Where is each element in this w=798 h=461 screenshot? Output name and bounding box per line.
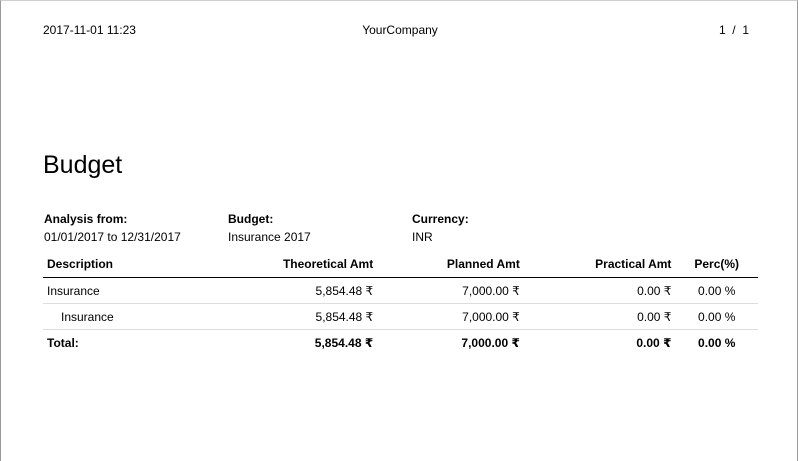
- row-description: Insurance: [43, 278, 204, 304]
- row-planned: 7,000.00 ₹: [377, 278, 524, 304]
- row-practical: 0.00 ₹: [524, 278, 676, 304]
- analysis-value: 01/01/2017 to 12/31/2017: [44, 230, 181, 244]
- page-number: [719, 23, 749, 37]
- row-practical: 0.00 ₹: [524, 304, 676, 330]
- total-practical: 0.00 ₹: [636, 335, 672, 350]
- row-theoretical: 5,854.48 ₹: [204, 304, 377, 330]
- budget-lines-table: [43, 251, 758, 355]
- total-perc: 0.00 %: [698, 335, 736, 350]
- analysis-period: [44, 210, 181, 246]
- table-header-row: [43, 251, 758, 278]
- col-planned: Planned Amt: [377, 251, 524, 278]
- budget-info: [228, 210, 311, 246]
- budget-value: Insurance 2017: [228, 230, 311, 244]
- currency-label: Currency:: [412, 212, 469, 226]
- page-total: 1: [742, 23, 749, 37]
- print-datetime: 2017-11-01 11:23: [43, 23, 136, 37]
- table-row: [43, 278, 758, 304]
- col-perc: Perc(%): [675, 251, 758, 278]
- currency-info: [412, 210, 469, 246]
- col-theoretical: Theoretical Amt: [204, 251, 377, 278]
- row-theoretical: 5,854.48 ₹: [204, 278, 377, 304]
- row-description: Insurance: [43, 304, 204, 330]
- report-title: Budget: [43, 151, 123, 179]
- row-perc: 0.00 %: [675, 304, 758, 330]
- col-practical: Practical Amt: [524, 251, 676, 278]
- page-separator: /: [732, 23, 736, 37]
- total-row: [43, 330, 758, 356]
- page-current: 1: [718, 23, 726, 37]
- row-planned: 7,000.00 ₹: [377, 304, 524, 330]
- total-theoretical: 5,854.48 ₹: [314, 335, 374, 350]
- analysis-label: Analysis from:: [44, 212, 128, 226]
- currency-value: INR: [412, 230, 433, 244]
- company-name: YourCompany: [362, 23, 438, 37]
- row-perc: 0.00 %: [675, 278, 758, 304]
- budget-label: Budget:: [228, 212, 274, 226]
- col-description: Description: [43, 251, 204, 278]
- table-row: [43, 304, 758, 330]
- total-planned: 7,000.00 ₹: [461, 335, 520, 350]
- total-label: Total:: [47, 335, 79, 350]
